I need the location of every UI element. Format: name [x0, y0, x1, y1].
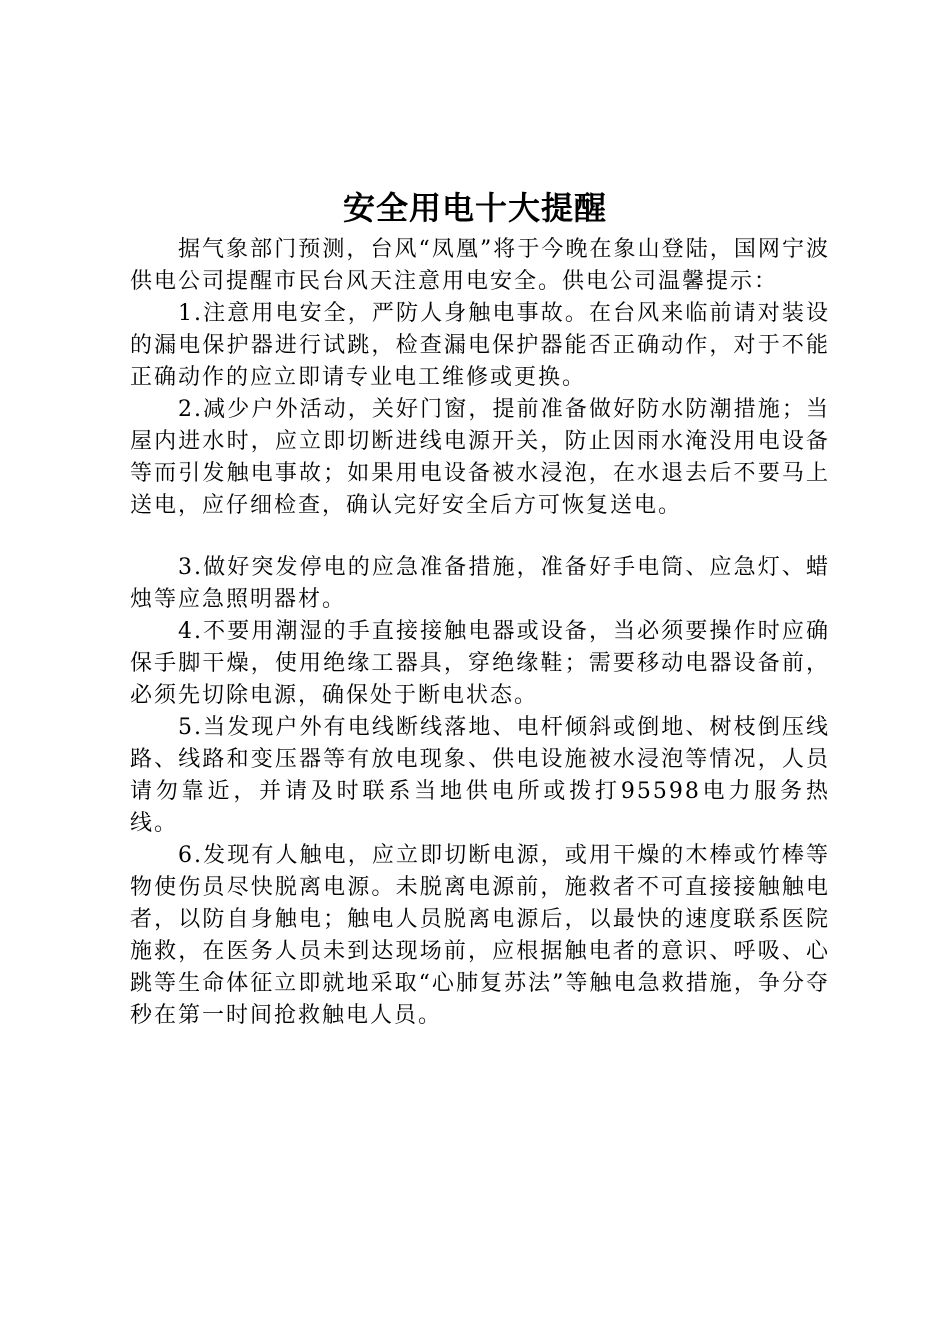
- document-body: [130, 234, 830, 1032]
- tip-paragraph-1: 1.注意用电安全，严防人身触电事故。在台风来临前请对装设的漏电保护器进行试跳，检查漏电保护器能否正确动作，对于不能正确动作的应立即请专业电工维修或更换。: [130, 301, 830, 390]
- tip-paragraph-2: 2.减少户外活动，关好门窗，提前准备做好防水防潮措施；当屋内进水时，应立即切断进线电源开关，防止因雨水淹没用电设备等而引发触电事故；如果用电设备被水浸泡，在水退去后不要马上送电，应仔细检查，确认完好安全后方可恢复送电。: [130, 397, 830, 518]
- document-title: 安全用电十大提醒: [342, 189, 607, 227]
- tip-paragraph-3: 3.做好突发停电的应急准备措施，准备好手电筒、应急灯、蜡烛等应急照明器材。: [130, 555, 830, 612]
- paragraph-spacer: [130, 522, 830, 552]
- tip-paragraph-6: 6.发现有人触电，应立即切断电源，或用干燥的木棒或竹棒等物使伤员尽快脱离电源。未脱离电源前，施救者不可直接接触触电者，以防自身触电；触电人员脱离电源后，以最快的速度联系医院施救，在医务人员未到达现场前，应根据触电者的意识、呼吸、心跳等生命体征立即就地采取“心肺复苏法”等触电急救措施，争分夺秒在第一时间抢救触电人员。: [130, 843, 830, 1028]
- intro-paragraph: 据气象部门预测，台风“凤凰”将于今晚在象山登陆，国网宁波供电公司提醒市民台风天注意用电安全。供电公司温馨提示：: [130, 237, 830, 294]
- tip-paragraph-4: 4.不要用潮湿的手直接接触电器或设备，当必须要操作时应确保手脚干燥，使用绝缘工器具，穿绝缘鞋；需要移动电器设备前，必须先切除电源，确保处于断电状态。: [130, 619, 830, 708]
- tip-paragraph-5: 5.当发现户外有电线断线落地、电杆倾斜或倒地、树枝倒压线路、线路和变压器等有放电现象、供电设施被水浸泡等情况，人员请勿靠近，并请及时联系当地供电所或拨打95598电力服务热线。: [130, 715, 830, 836]
